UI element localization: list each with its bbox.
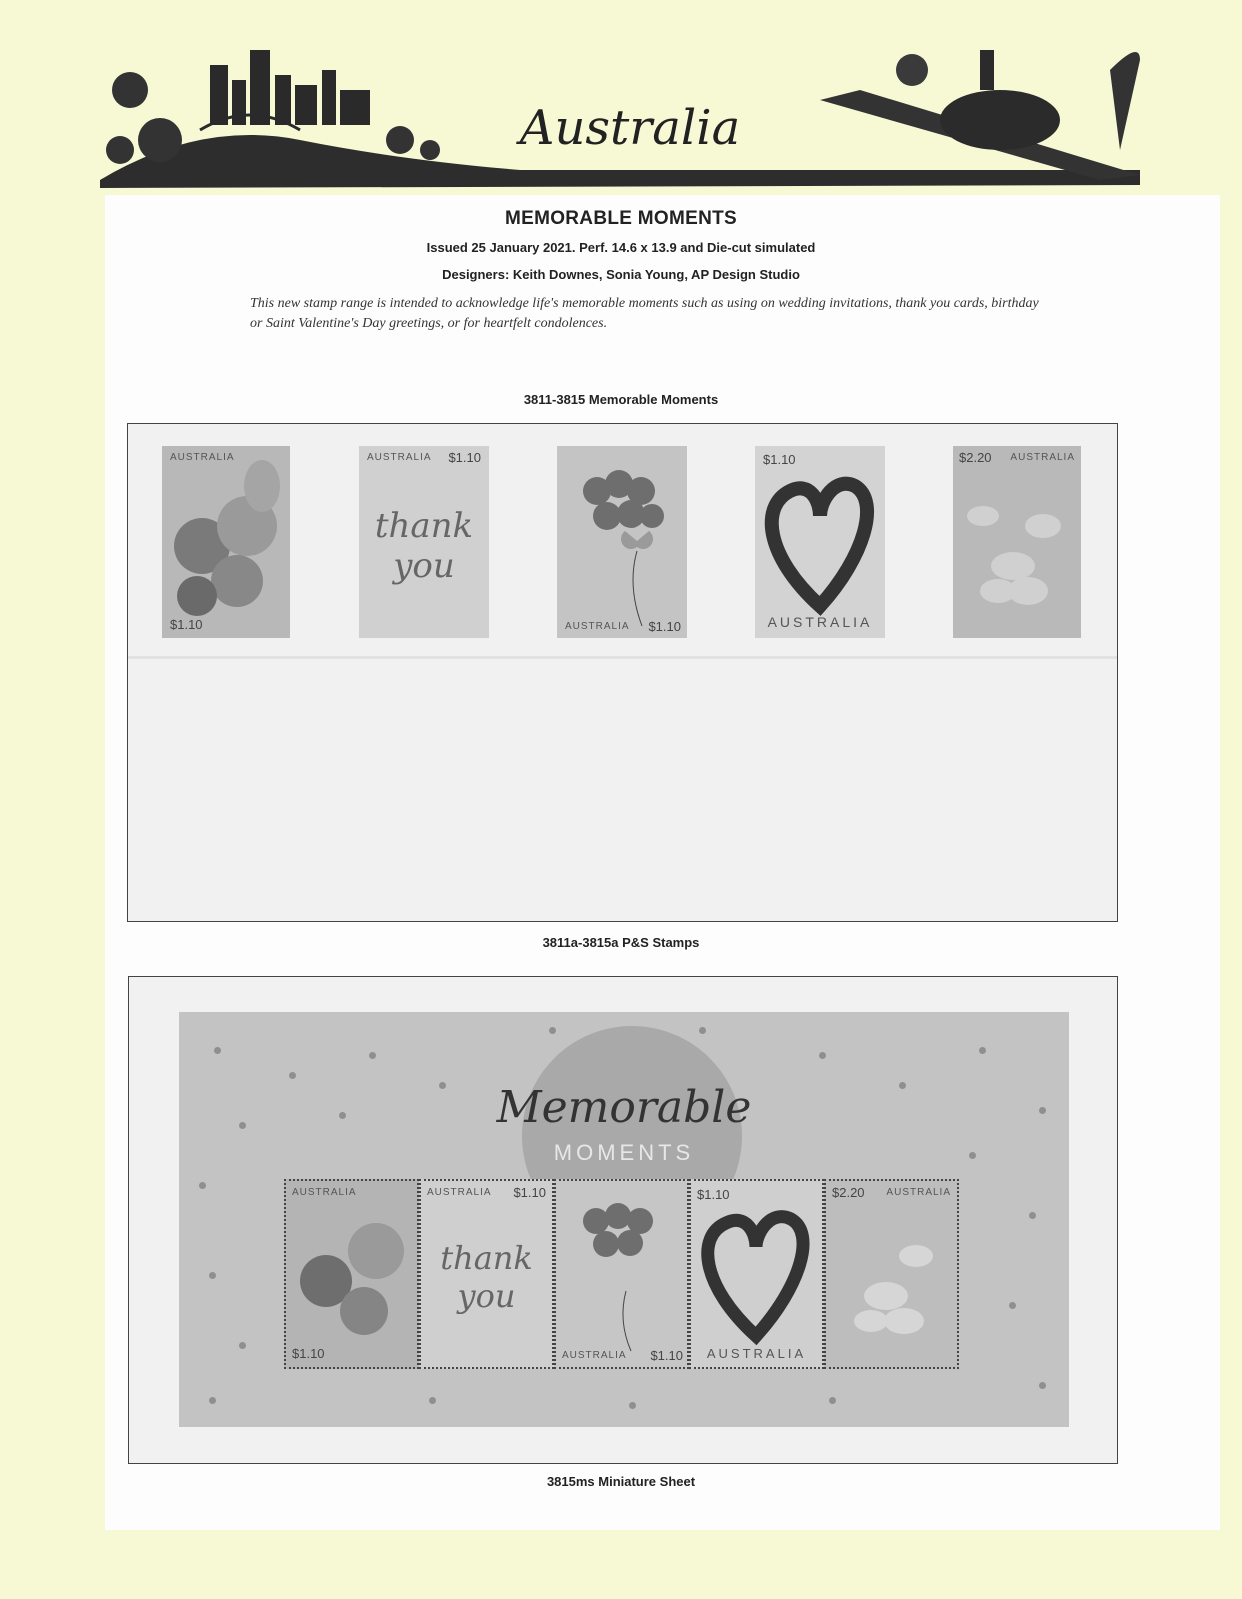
stamp-value: $1.10 — [448, 450, 481, 465]
heart-balloons-icon — [557, 446, 687, 638]
stamp-country: AUSTRALIA — [292, 1187, 357, 1198]
sheet-dot — [629, 1402, 636, 1409]
stamp-value: $1.10 — [170, 617, 203, 632]
sheet-stamp-heart-balloons — [554, 1179, 689, 1369]
stamp-country: AUSTRALIA — [1010, 452, 1075, 463]
sheet-subtitle: MOMENTS — [553, 1140, 695, 1165]
stamp-mount-strip — [127, 423, 1118, 922]
stamp-value: $1.10 — [648, 619, 681, 634]
stamp-value: $2.20 — [832, 1185, 865, 1200]
stamp-country: AUSTRALIA — [565, 621, 630, 632]
sheet-script-title: Memorable — [496, 1082, 752, 1133]
stamp-country: AUSTRALIA — [367, 452, 432, 463]
flowers-icon — [953, 446, 1081, 638]
heart-balloons-icon — [556, 1181, 687, 1367]
sheet-dot — [1009, 1302, 1016, 1309]
issue-details: Issued 25 January 2021. Perf. 14.6 x 13.9 and Die-cut simulated — [426, 240, 816, 255]
sheet-dot — [699, 1027, 706, 1034]
stamp-country: AUSTRALIA — [886, 1187, 951, 1198]
heart-icon — [755, 446, 885, 638]
sheet-stamp-heart — [689, 1179, 824, 1369]
page-title: MEMORABLE MOMENTS — [504, 208, 738, 229]
sheet-dot — [1039, 1382, 1046, 1389]
stamp-country: AUSTRALIA — [767, 614, 873, 630]
thank-you-script: thank you — [440, 1239, 533, 1315]
sheet-dot — [1029, 1212, 1036, 1219]
sheet-dot — [829, 1397, 836, 1404]
thank-you-script: thank you — [374, 506, 474, 586]
sheet-dot — [369, 1052, 376, 1059]
sheet-dot — [439, 1082, 446, 1089]
sheet-dot — [899, 1082, 906, 1089]
stamp-value: $1.10 — [763, 452, 796, 467]
teddy-bears-icon — [162, 446, 290, 638]
stamp-country: AUSTRALIA — [170, 452, 235, 463]
stamp-flowers — [953, 446, 1081, 638]
section-caption-ps-stamps: 3811a-3815a P&S Stamps — [542, 935, 700, 950]
sheet-dot — [549, 1027, 556, 1034]
heart-icon — [691, 1181, 822, 1367]
flowers-icon — [826, 1181, 957, 1367]
section-caption-stamps: 3811-3815 Memorable Moments — [523, 392, 719, 407]
miniature-sheet — [179, 1012, 1069, 1427]
sheet-stamp-thank-you — [419, 1179, 554, 1369]
sheet-dot — [339, 1112, 346, 1119]
sheet-dot — [1039, 1107, 1046, 1114]
stamp-country: AUSTRALIA — [562, 1350, 627, 1361]
banner-title: Australia — [519, 100, 741, 156]
sheet-dot — [289, 1072, 296, 1079]
sheet-stamp-teddy-bears — [284, 1179, 419, 1369]
issue-description: This new stamp range is intended to acknowledge life's memorable moments such as using on wedding invitations, thank you cards, birthday or Saint Valentine's Day greetings, or for heartfelt condolences. — [250, 296, 1039, 331]
stamp-country: AUSTRALIA — [427, 1187, 492, 1198]
stamp-heart-balloons — [557, 446, 687, 638]
stamp-value: $2.20 — [959, 450, 992, 465]
miniature-sheet-mount — [128, 976, 1118, 1464]
sheet-dot — [819, 1052, 826, 1059]
sheet-dot — [214, 1047, 221, 1054]
stamp-thank-you — [359, 446, 489, 638]
sheet-stamp-flowers — [824, 1179, 959, 1369]
sheet-dot — [239, 1342, 246, 1349]
sheet-dot — [209, 1272, 216, 1279]
section-caption-miniature-sheet: 3815ms Miniature Sheet — [546, 1474, 696, 1489]
sheet-dot — [209, 1397, 216, 1404]
teddy-bears-icon — [286, 1181, 417, 1367]
stamp-teddy-bears — [162, 446, 290, 638]
stamp-value: $1.10 — [697, 1187, 730, 1202]
stamp-heart — [755, 446, 885, 638]
stamp-value: $1.10 — [292, 1346, 325, 1361]
strip-divider — [128, 656, 1117, 659]
stamp-country: AUSTRALIA — [706, 1346, 807, 1361]
sheet-dot — [199, 1182, 206, 1189]
sheet-dot — [969, 1152, 976, 1159]
sheet-dot — [429, 1397, 436, 1404]
designers-line: Designers: Keith Downes, Sonia Young, AP Design Studio — [442, 267, 800, 282]
sheet-dot — [239, 1122, 246, 1129]
header-banner — [100, 30, 1160, 190]
stamp-value: $1.10 — [513, 1185, 546, 1200]
sheet-dot — [979, 1047, 986, 1054]
stamp-value: $1.10 — [650, 1348, 683, 1363]
